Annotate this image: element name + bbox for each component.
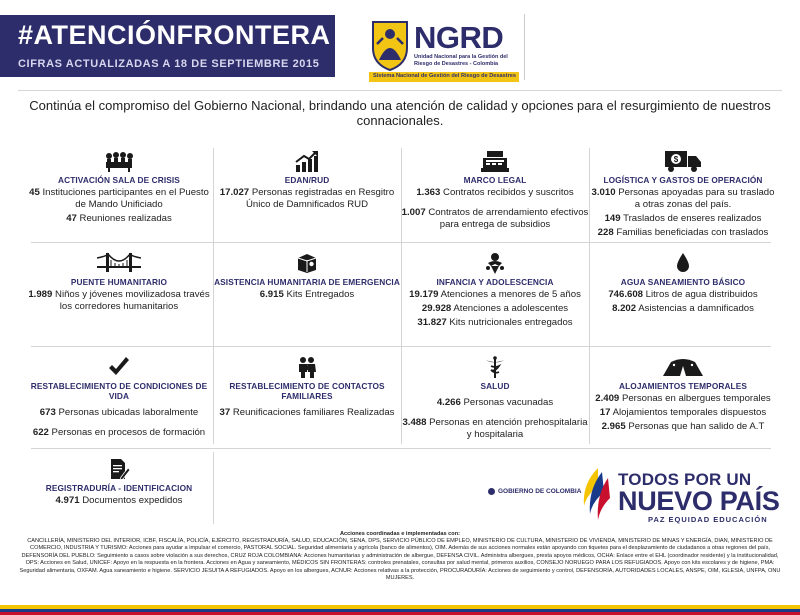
footer-heading: Acciones coordinadas e implementadas con: bbox=[340, 531, 460, 537]
stat-line bbox=[589, 407, 777, 419]
stat-number: 1.007 bbox=[401, 207, 426, 218]
ngrd-tagline-2: Riesgo de Desastres - Colombia bbox=[414, 60, 499, 67]
stat-number: 6.915 bbox=[259, 289, 284, 300]
card-puente-humanitario bbox=[25, 246, 213, 342]
card-title: SALUD bbox=[480, 381, 510, 391]
bridge-icon bbox=[97, 252, 141, 274]
stat-number: 746.608 bbox=[608, 289, 643, 300]
stat-label: Personas apoyadas para su traslado a otras zonas del país. bbox=[618, 187, 775, 210]
stat-number: 228 bbox=[597, 227, 614, 238]
stat-number: 45 bbox=[29, 187, 40, 198]
card-alojamientos bbox=[589, 350, 777, 446]
stat-number: 31.827 bbox=[417, 317, 447, 328]
stat-number: 149 bbox=[604, 213, 621, 224]
tpu-brushstroke-icon bbox=[578, 466, 612, 522]
grid-divider bbox=[31, 242, 771, 243]
stat-line bbox=[401, 417, 589, 441]
card-infancia bbox=[401, 246, 589, 342]
stat-number: 2.409 bbox=[595, 393, 620, 404]
stat-line bbox=[401, 207, 589, 231]
stat-label: Personas en albergues temporales bbox=[621, 393, 771, 404]
footer-body: CANCILLERÍA, MINISTERIO DEL INTERIOR, ICBF, FISCALÍA, POLICÍA, EJÉRCITO, REGISTRADURÍA, SALUD, EDUCACIÓN, SENA, DPS, SERVICIO PÚBLICO DE EMPLEO, MINISTERIO DE CULTURA, MINISTERIO DE VIVIENDA, MINISTERIO DE MINAS Y ENERGÍA, DIAN, MINISTERIO DE COMERCIO, INDUSTRIA Y TURISMO: Acciones para ayudar a impulsar el comercio, PASTORAL SOCIAL. Seguridad alimentaria y agrícola (banco de alimentos), OIM. Además de sus acciones normales están apoyando con tiquetes para el desplazamiento de ciudadanos a otras regiones del país, DEFENSORÍA DEL PUEBLO: Seguimiento a casos sobre violación a sus derechos, CRUZ ROJA COLOMBIANA: Acciones humanitarias y administración de albergue, DEFENSA CIVIL. Administra albergues, presta apoyos médicos, OCHA: Enlace entre el EHL (coordinador residente) y la institucionalidad, OPS: Acciones en Salud, UNICEF: Apoyo en la respuesta en la frontera. Acciones en Agua y saneamiento, MÉDICOS SIN FRONTERAS: controles prenatales, consultas por salud mental, primeros auxilios, CONSEJO NORUEGO PARA LOS REFUGIADOS. Apoyo con kits escolares y de higiene, PMA: Seguridad alimentaria, OXFAM. Agua saneamiento e higiene. SERVICIO JESUITA A REFUGIADOS. Apoyo en los albergues, ACNUR: Acciones relativas a la protección, PROCURADURÍA: Acciones de seguimiento y control, DEFENSORÍA, AUTORIDADES LOCALES, ANSPE, OIM, IGLESIA, UNFPA, ONU MUJERES. bbox=[19, 538, 781, 582]
tpu-line3: PAZ EQUIDAD EDUCACIÓN bbox=[648, 515, 768, 524]
stat-label: Atenciones a adolescentes bbox=[453, 303, 569, 314]
stat-line bbox=[589, 421, 777, 433]
spacer bbox=[401, 409, 589, 415]
stat-number: 37 bbox=[219, 407, 231, 418]
stat-number: 47 bbox=[66, 213, 77, 224]
baby-icon bbox=[484, 252, 506, 274]
card-title: PUENTE HUMANITARIO bbox=[70, 277, 168, 287]
stat-line bbox=[25, 289, 213, 313]
stat-label: Reuniones realizadas bbox=[79, 213, 172, 224]
stat-line bbox=[213, 289, 401, 301]
checkmark-icon bbox=[107, 356, 131, 378]
stat-label: Personas vacunadas bbox=[463, 397, 554, 408]
stat-line bbox=[401, 187, 589, 199]
stat-line bbox=[25, 407, 213, 419]
stat-label: Personas ubicadas laboralmente bbox=[58, 407, 199, 418]
stat-line bbox=[25, 427, 213, 439]
card-marco-legal bbox=[401, 144, 589, 240]
stat-number: 19.179 bbox=[409, 289, 439, 300]
stat-number: 4.266 bbox=[436, 397, 461, 408]
grid-divider bbox=[31, 346, 771, 347]
tpu-line1: TODOS POR UN bbox=[618, 470, 752, 489]
stat-line bbox=[589, 393, 777, 405]
stat-label: Atenciones a menores de 5 años bbox=[440, 289, 581, 300]
card-logistica bbox=[589, 144, 777, 240]
stat-line bbox=[589, 289, 777, 301]
stat-line bbox=[589, 213, 777, 225]
truck-icon bbox=[663, 150, 703, 172]
card-title: LOGÍSTICA Y GASTOS DE OPERACIÓN bbox=[603, 175, 763, 185]
stat-label: Kits nutricionales entregados bbox=[449, 317, 573, 328]
card-title: INFANCIA Y ADOLESCENCIA bbox=[436, 277, 554, 287]
flag-stripe bbox=[0, 605, 800, 615]
spacer bbox=[401, 199, 589, 205]
stat-label: Contratos de arrendamiento efectivos para entrega de subsidios bbox=[428, 207, 589, 230]
gov-seal-icon bbox=[488, 488, 495, 495]
stat-label: Asistencias a damnificados bbox=[638, 303, 754, 314]
card-title: ALOJAMIENTOS TEMPORALES bbox=[619, 381, 747, 391]
stat-number: 4.971 bbox=[55, 495, 80, 506]
stat-number: 3.010 bbox=[591, 187, 616, 198]
stat-line bbox=[589, 303, 777, 315]
ngrd-tagline-1: Unidad Nacional para la Gestión del bbox=[414, 54, 508, 60]
spacer bbox=[25, 419, 213, 425]
ngrd-logo bbox=[355, 14, 525, 80]
tpu-line2: NUEVO PAÍS bbox=[618, 486, 780, 516]
stat-label: Niños y jóvenes movilizadosa través los corredores humanitarios bbox=[55, 289, 210, 312]
stat-line bbox=[25, 187, 213, 211]
tent-icon bbox=[661, 356, 705, 378]
card-edan-rud bbox=[213, 144, 401, 240]
ngrd-emblem-icon bbox=[369, 18, 411, 72]
stat-line bbox=[213, 187, 401, 211]
chart-growth-icon bbox=[294, 150, 320, 172]
grid-divider bbox=[31, 448, 771, 449]
stat-line bbox=[589, 227, 777, 239]
intro-text: Continúa el compromiso del Gobierno Nacional, brindando una atención de calidad y opciones para el resurgimiento de nuestros connacionales. bbox=[29, 98, 771, 128]
card-contactos-familiares bbox=[213, 350, 401, 446]
family-icon bbox=[296, 356, 318, 378]
stat-number: 673 bbox=[39, 407, 56, 418]
card-title: ACTIVACIÓN SALA DE CRISIS bbox=[58, 175, 180, 185]
ngrd-wordmark: NGRD bbox=[414, 20, 504, 55]
stat-number: 8.202 bbox=[612, 303, 637, 314]
stat-number: 17.027 bbox=[219, 187, 250, 198]
card-title: EDAN/RUD bbox=[284, 175, 330, 185]
card-title: RESTABLECIMIENTO DE CONDICIONES DE VIDA bbox=[30, 381, 208, 401]
cash-register-icon bbox=[481, 150, 509, 172]
card-title: MARCO LEGAL bbox=[463, 175, 527, 185]
stat-number: 1.363 bbox=[416, 187, 441, 198]
stat-line bbox=[401, 303, 589, 315]
stat-number: 3.488 bbox=[402, 417, 427, 428]
stat-label: Personas en procesos de formación bbox=[51, 427, 206, 438]
stat-label: Instituciones participantes en el Puesto de Mando Unificiado bbox=[42, 187, 209, 210]
document-pen-icon bbox=[108, 458, 130, 480]
stat-label: Traslados de enseres realizados bbox=[623, 213, 762, 224]
gov-label: GOBIERNO DE COLOMBIA bbox=[498, 488, 582, 496]
stat-line bbox=[25, 495, 213, 507]
stat-line bbox=[401, 289, 589, 301]
card-agua bbox=[589, 246, 777, 342]
stat-label: Personas registradas en Resgitro Único de Damnificados RUD bbox=[245, 187, 395, 210]
ngrd-bar-text: Sistema Nacional de Gestión del Riesgo de Desastres bbox=[373, 73, 517, 79]
card-title: ASISTENCIA HUMANITARIA DE EMERGENCIA bbox=[214, 277, 400, 287]
meeting-icon bbox=[102, 150, 136, 172]
stat-label: Personas en atención prehospitalaria y hospitalaria bbox=[429, 417, 588, 440]
stat-label: Alojamientos temporales dispuestos bbox=[612, 407, 767, 418]
page-subtitle: CIFRAS ACTUALIZADAS A 18 DE SEPTIEMBRE 2015 bbox=[18, 58, 320, 70]
stat-line bbox=[401, 317, 589, 329]
card-title: RESTABLECIMIENTO DE CONTACTOS FAMILIARES bbox=[229, 381, 385, 401]
page-title: #ATENCIÓNFRONTERA bbox=[18, 20, 331, 50]
stat-label: Documentos expedidos bbox=[82, 495, 183, 506]
grid-divider bbox=[213, 452, 214, 524]
card-asistencia-humanitaria bbox=[213, 246, 401, 342]
svg-text:$: $ bbox=[673, 155, 679, 164]
gobierno-colombia-logo bbox=[488, 488, 581, 495]
stat-label: Contratos recibidos y suscritos bbox=[443, 187, 574, 198]
water-drop-icon bbox=[675, 252, 691, 274]
aid-box-icon bbox=[296, 252, 318, 274]
stat-label: Litros de agua distribuidos bbox=[645, 289, 758, 300]
card-condiciones-vida bbox=[25, 350, 213, 446]
stat-number: 622 bbox=[32, 427, 49, 438]
stat-label: Personas que han salido de A.T bbox=[628, 421, 765, 432]
stat-label: Reunificaciones familiares Realizadas bbox=[232, 407, 395, 418]
stat-number: 29.928 bbox=[421, 303, 452, 314]
stat-number: 1.989 bbox=[28, 289, 53, 300]
stats-grid bbox=[25, 140, 777, 525]
card-title: REGISTRADURÍA - IDENTIFICACION bbox=[45, 483, 193, 493]
caduceus-icon bbox=[484, 356, 506, 378]
stat-line bbox=[25, 213, 213, 225]
header-divider bbox=[18, 90, 782, 91]
stat-number: 17 bbox=[599, 407, 611, 418]
stat-label: Kits Entregados bbox=[286, 289, 355, 300]
stat-line bbox=[589, 187, 777, 211]
ngrd-tagline bbox=[414, 54, 524, 67]
card-title: AGUA SANEAMIENTO BÁSICO bbox=[620, 277, 746, 287]
card-sala-crisis bbox=[25, 144, 213, 240]
card-salud bbox=[401, 350, 589, 446]
stat-number: 2.965 bbox=[601, 421, 626, 432]
stat-line bbox=[401, 397, 589, 409]
stat-label: Familias beneficiadas con traslados bbox=[616, 227, 769, 238]
stat-line bbox=[213, 407, 401, 419]
